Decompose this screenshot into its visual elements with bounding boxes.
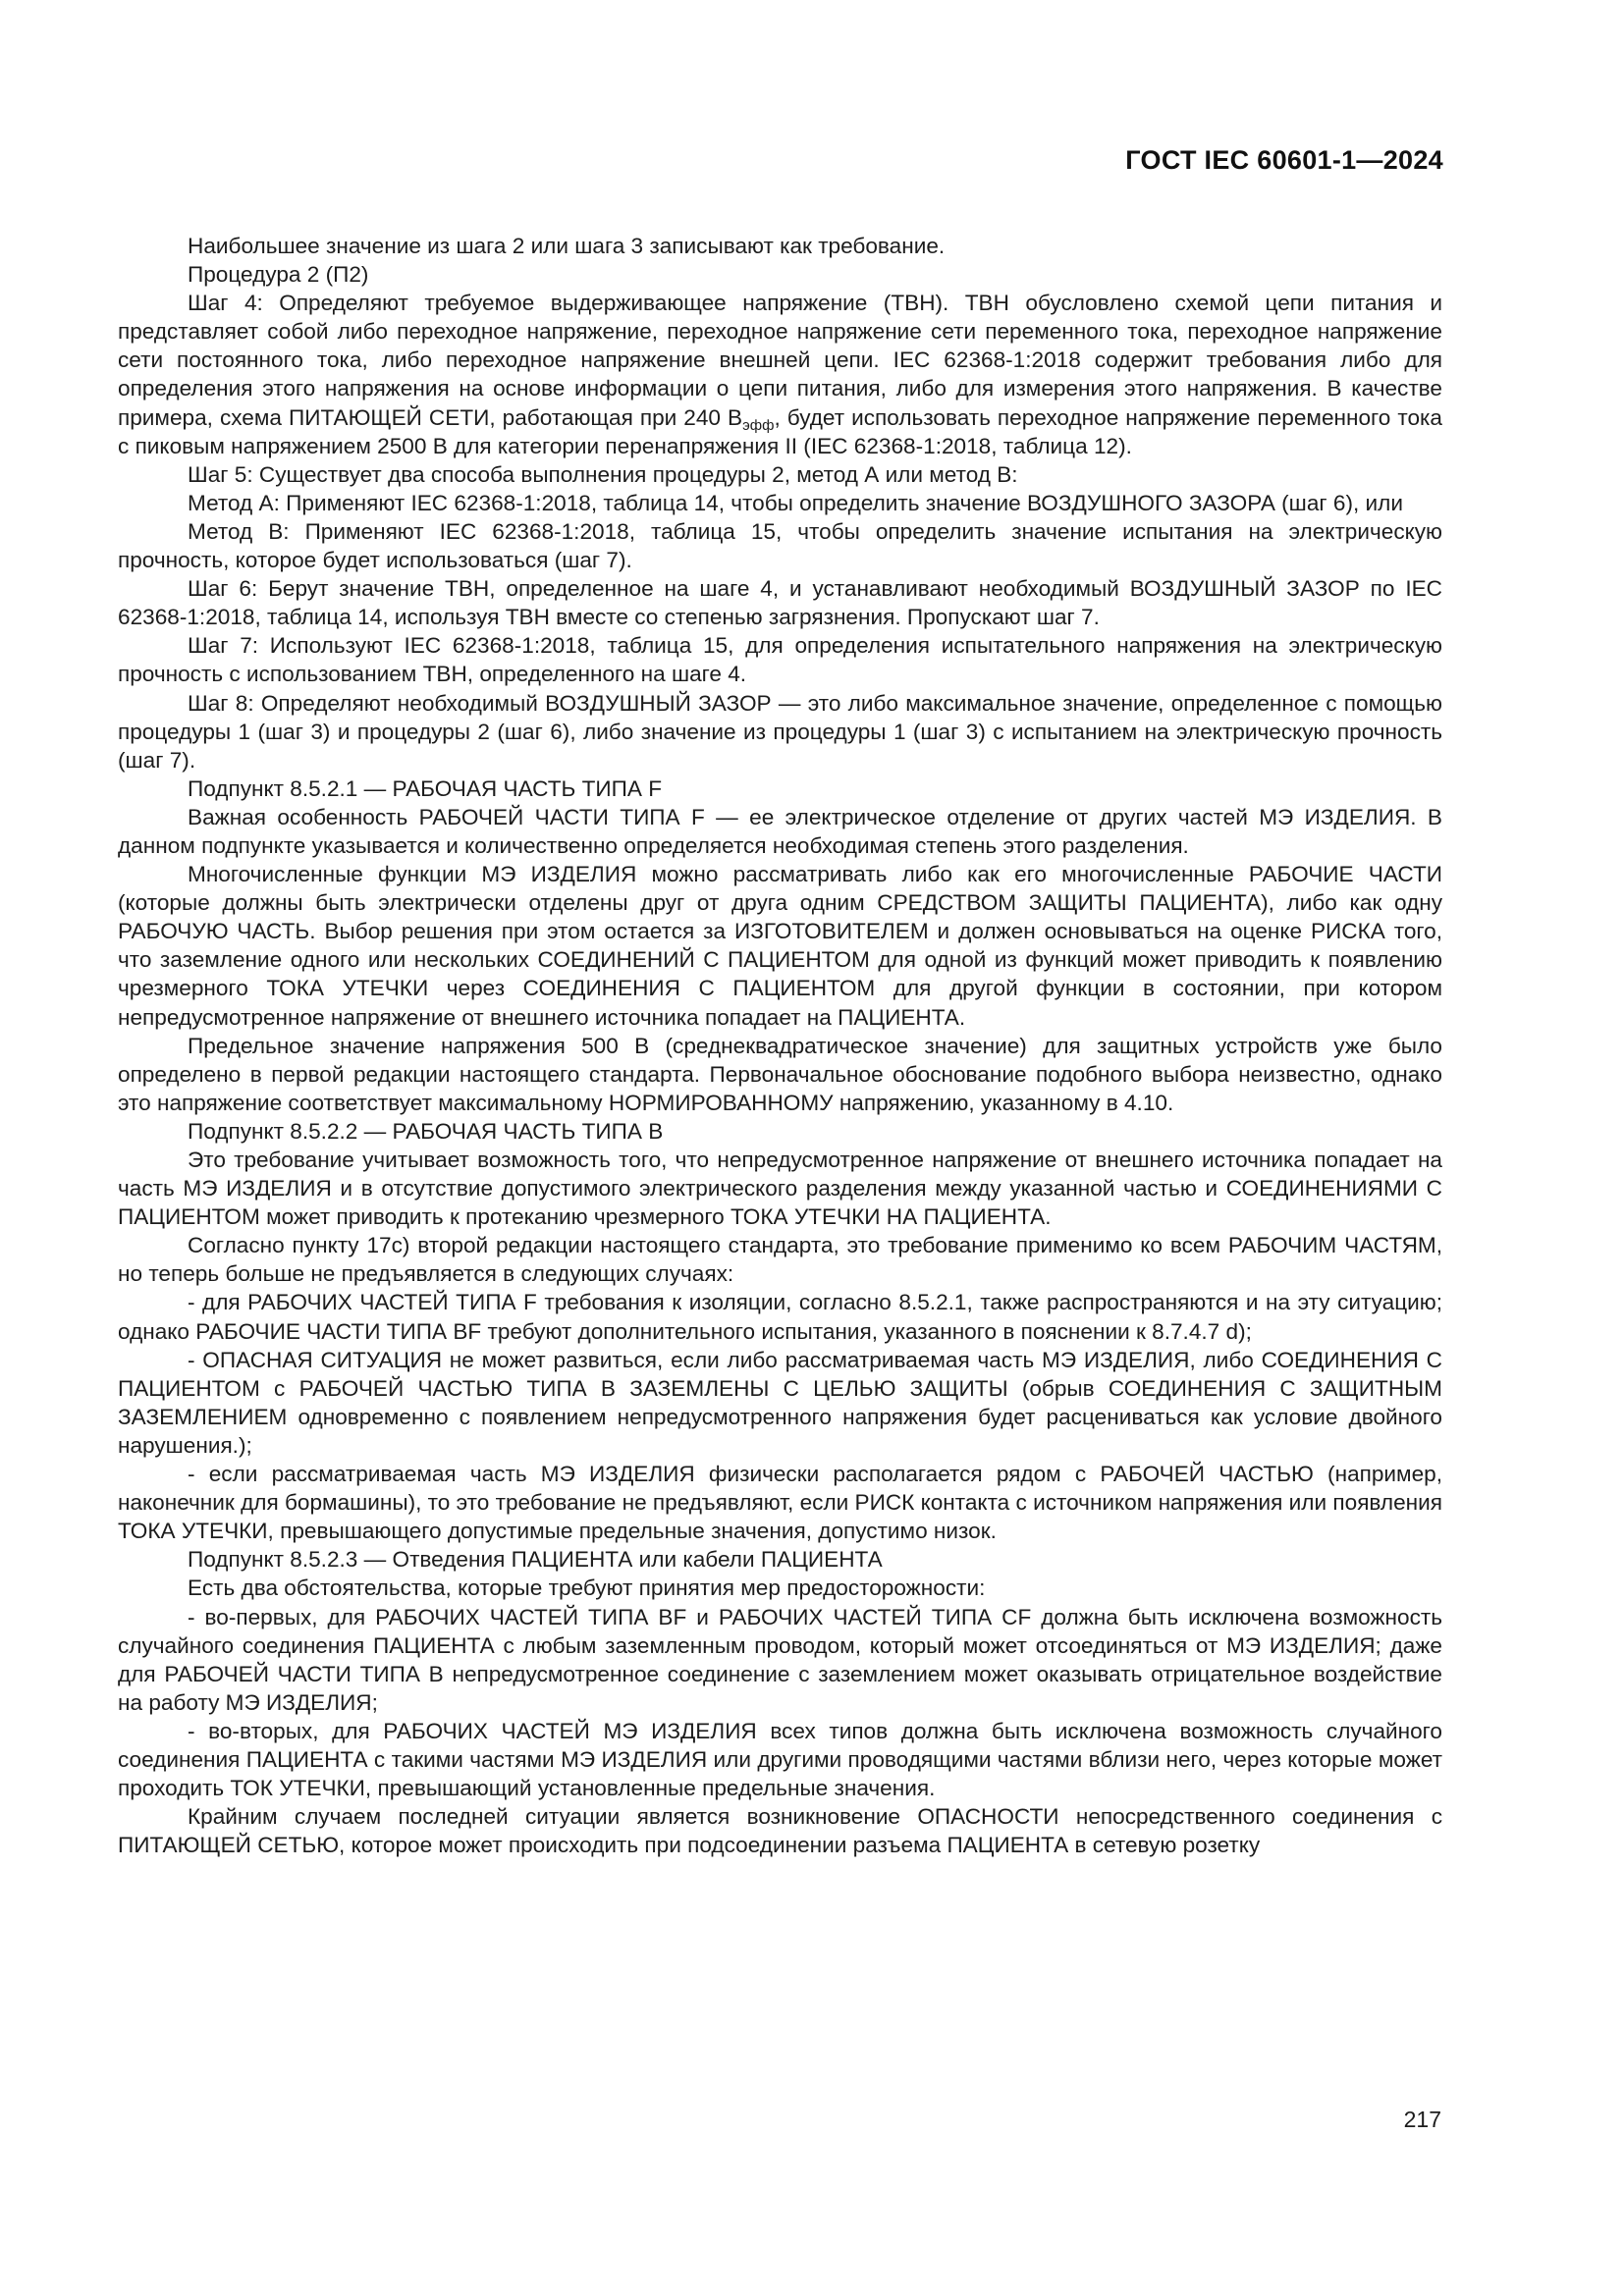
paragraph: Важная особенность РАБОЧЕЙ ЧАСТИ ТИПА F — ее электрическое отделение от других частей МЭ ИЗДЕЛИЯ. В данном подпункте указывается и количественно определяется необходимая степень этого разделения. bbox=[118, 804, 1442, 858]
list-item: - если рассматриваемая часть МЭ ИЗДЕЛИЯ физически располагается рядом с РАБОЧЕЙ ЧАСТЬЮ (например, наконечник для бормашины), то это требование не предъявляют, если РИСК контакта с источником напряжения или появления ТОКА УТЕЧКИ, превышающего допустимые предельные значения, допустимо низок. bbox=[118, 1462, 1442, 1544]
paragraph-step-4 bbox=[118, 289, 1442, 460]
paragraph: Метод В: Применяют IEC 62368-1:2018, таблица 15, чтобы определить значение испытания на электрическую прочность, которое будет использоваться (шаг 7). bbox=[118, 518, 1442, 573]
subscript-eff: эфф bbox=[742, 416, 775, 434]
standard-header: ГОСТ IEC 60601-1—2024 bbox=[1125, 145, 1443, 175]
list-item: - во-вторых, для РАБОЧИХ ЧАСТЕЙ МЭ ИЗДЕЛИЯ всех типов должна быть исключена возможность случайного соединения ПАЦИЕНТА с такими частями МЭ ИЗДЕЛИЯ или другими проводящими частями вблизи него, через которые может проходить ТОК УТЕЧКИ, превышающий установленные предельные значения. bbox=[118, 1718, 1442, 1801]
paragraph-text: , будет использовать переходное напряжение переменного тока с пиковым напряжением 2500 В для категории перенапряжения II (IEC 62368-1:2018, таблица 12). bbox=[118, 404, 1442, 458]
body-text bbox=[118, 232, 1442, 1859]
subclause-heading: Подпункт 8.5.2.3 — Отведения ПАЦИЕНТА или кабели ПАЦИЕНТА bbox=[188, 1547, 883, 1573]
paragraph: Согласно пункту 17с) второй редакции настоящего стандарта, это требование применимо ко всем РАБОЧИМ ЧАСТЯМ, но теперь больше не предъявляется в следующих случаях: bbox=[118, 1233, 1442, 1287]
paragraph: Шаг 7: Используют IEC 62368-1:2018, таблица 15, для определения испытательного напряжения на электрическую прочность с использованием ТВН, определенного на шаге 4. bbox=[118, 633, 1442, 687]
subclause-heading: Подпункт 8.5.2.2 — РАБОЧАЯ ЧАСТЬ ТИПА В bbox=[188, 1118, 664, 1144]
page-number: 217 bbox=[1403, 2107, 1441, 2132]
paragraph: Метод А: Применяют IEC 62368-1:2018, таблица 14, чтобы определить значение ВОЗДУШНОГО ЗАЗОРА (шаг 6), или bbox=[188, 490, 1403, 515]
paragraph: Процедура 2 (П2) bbox=[188, 262, 369, 288]
paragraph: Предельное значение напряжения 500 В (среднеквадратическое значение) для защитных устройств уже было определено в первой редакции настоящего стандарта. Первоначальное обоснование подобного выбора неизвестно, однако это напряжение соответствует максимальному НОРМИРОВАННОМУ напряжению, указанному в 4.10. bbox=[118, 1033, 1442, 1115]
paragraph: Шаг 6: Берут значение ТВН, определенное на шаге 4, и устанавливают необходимый ВОЗДУШНЫЙ ЗАЗОР по IEC 62368-1:2018, таблица 14, используя ТВН вместе со степенью загрязнения. Пропускают шаг 7. bbox=[118, 576, 1442, 630]
paragraph: Шаг 5: Существует два способа выполнения процедуры 2, метод А или метод В: bbox=[188, 461, 1018, 487]
list-item: - ОПАСНАЯ СИТУАЦИЯ не может развиться, если либо рассматриваемая часть МЭ ИЗДЕЛИЯ, либо СОЕДИНЕНИЯ С ПАЦИЕНТОМ с РАБОЧЕЙ ЧАСТЬЮ ТИПА В ЗАЗЕМЛЕНЫ С ЦЕЛЬЮ ЗАЩИТЫ (обрыв СОЕДИНЕНИЯ С ЗАЩИТНЫМ ЗАЗЕМЛЕНИЕМ одновременно с появлением непредусмотренного напряжения будет расцениваться как условие двойного нарушения.); bbox=[118, 1347, 1442, 1458]
paragraph: Есть два обстоятельства, которые требуют принятия мер предосторожности: bbox=[188, 1575, 986, 1601]
list-item: - для РАБОЧИХ ЧАСТЕЙ ТИПА F требования к изоляции, согласно 8.5.2.1, также распространяются и на эту ситуацию; однако РАБОЧИЕ ЧАСТИ ТИПА BF требуют дополнительного испытания, указанного в пояснении к 8.7.4.7 d); bbox=[118, 1290, 1442, 1344]
paragraph: Крайним случаем последней ситуации является возникновение ОПАСНОСТИ непосредственного соединения с ПИТАЮЩЕЙ СЕТЬЮ, которое может происходить при подсоединении разъема ПАЦИЕНТА в сетевую розетку bbox=[118, 1804, 1442, 1858]
paragraph-text: Шаг 4: Определяют требуемое выдерживающее напряжение (ТВН). ТВН обусловлено схемой цепи питания и представляет собой либо переходное напряжение, переходное напряжение сети переменного тока, переходное напряжение сети постоянного тока, либо переходное напряжение внешней цепи. IEC 62368-1:2018 содержит требования либо для определения этого напряжения на основе информации о цепи питания, либо для измерения этого напряжения. В качестве примера, схема ПИТАЮЩЕЙ СЕТИ, работающая при 240 В bbox=[118, 291, 1442, 430]
subclause-heading: Подпункт 8.5.2.1 — РАБОЧАЯ ЧАСТЬ ТИПА F bbox=[188, 775, 663, 801]
paragraph: Многочисленные функции МЭ ИЗДЕЛИЯ можно рассматривать либо как его многочисленные РАБОЧИЕ ЧАСТИ (которые должны быть электрически отделены друг от друга одним СРЕДСТВОМ ЗАЩИТЫ ПАЦИЕНТА), либо как одну РАБОЧУЮ ЧАСТЬ. Выбор решения при этом остается за ИЗГОТОВИТЕЛЕМ и должен основываться на оценке РИСКА того, что заземление одного или нескольких СОЕДИНЕНИЙ С ПАЦИЕНТОМ для одной из функций может приводить к появлению чрезмерного ТОКА УТЕЧКИ через СОЕДИНЕНИЯ С ПАЦИЕНТОМ для другой функции в состоянии, при котором непредусмотренное напряжение от внешнего источника попадает на ПАЦИЕНТА. bbox=[118, 862, 1442, 1030]
list-item: - во-первых, для РАБОЧИХ ЧАСТЕЙ ТИПА BF и РАБОЧИХ ЧАСТЕЙ ТИПА CF должна быть исключена возможность случайного соединения ПАЦИЕНТА с любым заземленным проводом, который может отсоединяться от МЭ ИЗДЕЛИЯ; даже для РАБОЧЕЙ ЧАСТИ ТИПА В непредусмотренное соединение с заземлением может оказывать отрицательное воздействие на работу МЭ ИЗДЕЛИЯ; bbox=[118, 1604, 1442, 1715]
paragraph: Это требование учитывает возможность того, что непредусмотренное напряжение от внешнего источника попадает на часть МЭ ИЗДЕЛИЯ и в отсутствие допустимого электрического разделения между указанной частью и СОЕДИНЕНИЯМИ С ПАЦИЕНТОМ может приводить к протеканию чрезмерного ТОКА УТЕЧКИ НА ПАЦИЕНТА. bbox=[118, 1148, 1442, 1230]
paragraph: Шаг 8: Определяют необходимый ВОЗДУШНЫЙ ЗАЗОР — это либо максимальное значение, определенное с помощью процедуры 1 (шаг 3) и процедуры 2 (шаг 6), либо значение из процедуры 1 (шаг 3) с испытанием на электрическую прочность (шаг 7). bbox=[118, 690, 1442, 773]
paragraph: Наибольшее значение из шага 2 или шага 3 записывают как требование. bbox=[188, 234, 946, 258]
